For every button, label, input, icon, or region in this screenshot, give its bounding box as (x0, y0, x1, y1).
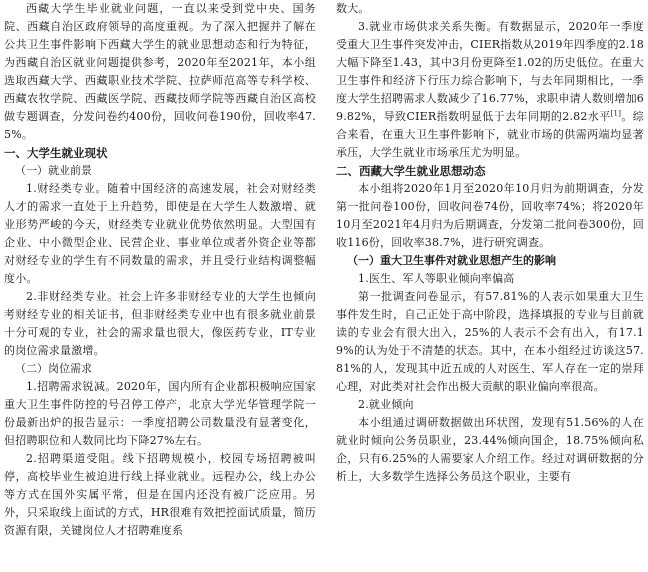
subsection-heading-health-event-impact: （一）重大卫生事件对就业思想产生的影响 (347, 254, 556, 267)
item-heading-employment-tendency: 2.就业倾向 (358, 398, 414, 411)
market-imbalance-text-end: 。综合来看，在重大卫生事件影响下，就业市场的供需两端均显著承压，大学生就业市场承压尤为明显。 (336, 110, 644, 159)
item-heading-doctor-soldier: 1.医生、军人等职业倾向率偏高 (358, 272, 515, 285)
reference-marker: [1] (610, 109, 622, 118)
paragraph-survey-method: 本小组将2020年1月至2020年10月归为前期调查，分发第一批问卷100份，回收问卷74份，回收率74%；将2020年10月至2021年4月归为后期调查，分发第二批问卷300份，回收116份，回收率38.7%，进行研究调查。 (336, 182, 644, 249)
left-column (4, 0, 316, 540)
subsection-heading-job-demand: （二）岗位需求 (15, 362, 92, 375)
market-imbalance-text: 3.就业市场供求关系失衡。有数据显示，2020年一季度受重大卫生事件突发冲击，CIER指数从2019年四季度的2.18大幅下降至1.43，其中3月份更降至1.02的历史低位。在重大卫生事件和经济下行压力综合影响下，与去年同期相比，一季度大学生招聘需求人数减少了16.77%，求职申请人数则增加69.82%，导致CIER指数明显低于去年同期的2.82水平 (336, 20, 644, 123)
paragraph-employment-tendency: 本小组通过调研数据做出环状图，发现有51.56%的人在就业时倾向公务员职业，23.44%倾向国企，18.75%倾向私企，只有6.25%的人需要家人介绍工作。经过对调研数据的分析上，大多数学生选择公务员这个职业，主要有 (336, 416, 644, 483)
paragraph-recruitment-channels: 2.招聘渠道受阻。线下招聘规模小，校园专场招聘被叫停，高校毕业生被迫进行线上择业就业。远程办公，线上办公等方式在国外实属平常，但是在国内还没有被广泛应用。另外，只采取线上面试的方式，HR很难有效把控面试质量，简历资源有限，关键岗位人才招聘难度系 (4, 452, 316, 537)
paragraph-first-survey: 第一批调查问卷显示，有57.81%的人表示如果重大卫生事件发生时，自己正处于高中阶段，选择填报的专业与目前就读的专业会有很大出入，25%的人表示不会有出入，有17.19%的认为处于不清楚的状态。其中，在本小组经过访谈这57.81%的人，发现其中近五成的人对医生、军人存在一定的崇拜心理，对此类对社会作出极大贡献的职业偏向率很高。 (336, 290, 644, 393)
section-heading-employment-thinking: 二、西藏大学生就业思想动态 (336, 164, 486, 178)
intro-paragraph: 西藏大学生毕业就业问题，一直以来受到党中央、国务院、西藏自治区政府领导的高度重视。为了深入把握并了解在公共卫生事件影响下西藏大学生的就业思想动态和行为特征，为西藏自治区就业问题提供参考，2020年至2021年，本小组选取西藏大学、西藏职业技术学院、拉萨师范高等专科学校、西藏农牧学院、西藏医学院、西藏技师学院等西藏自治区高校做专题调查，分发问卷约400份，回收问卷190份，回收率47.5%。 (4, 2, 316, 141)
section-heading-employment-status: 一、大学生就业现状 (4, 146, 108, 160)
paragraph-non-finance-majors: 2.非财经类专业。社会上许多非财经专业的大学生也倾向考财经专业的相关证书，但非财经类专业中也有很多就业前景十分可观的专业，社会的需求量也很大，像医药专业，IT专业的岗位需求量激增。 (4, 290, 316, 357)
subsection-heading-prospects: （一）就业前景 (15, 164, 92, 177)
paragraph-continued: 数大。 (336, 2, 370, 15)
paragraph-finance-majors: 1.财经类专业。随着中国经济的高速发展，社会对财经类人才的需求一直处于上升趋势，即使是在大学生人数激增、就业形势严峻的今天，财经类专业就业优势依然明显。大型国有企业、中小微型企业、民营企业、事业单位或者外资企业等都对财经专业的学生有不同数量的需求，并且受行业结构调整幅度小。 (4, 182, 316, 285)
right-column (336, 0, 644, 486)
paragraph-market-imbalance (336, 18, 644, 162)
paragraph-recruitment-drop: 1.招聘需求锐减。2020年，国内所有企业都积极响应国家重大卫生事件防控的号召停工停产，北京大学光华管理学院一份最新出炉的报告显示：一季度招聘公司数量没有显著变化，但招聘职位和人数同比均下降27%左右。 (4, 380, 316, 447)
